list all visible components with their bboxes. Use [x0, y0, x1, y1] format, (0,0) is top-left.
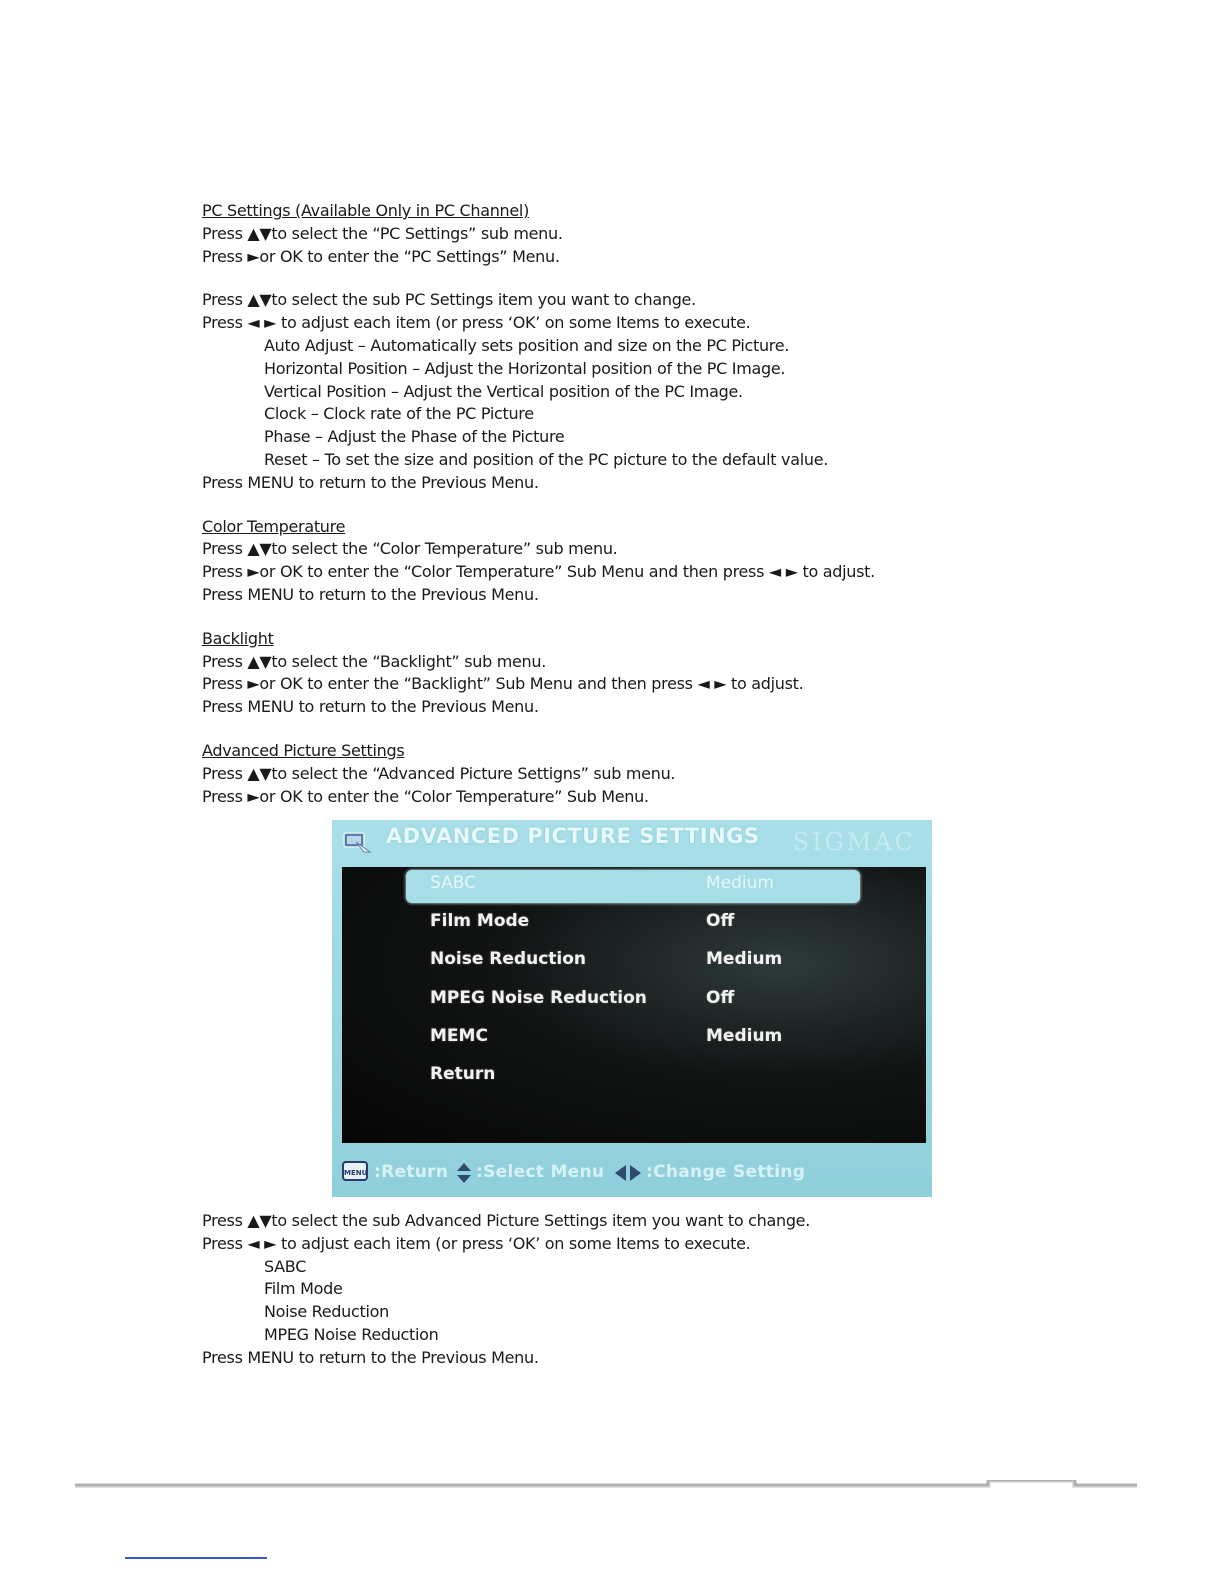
footer-rule	[75, 1480, 1137, 1490]
menu-item-value: Medium	[706, 873, 774, 893]
list-item: Vertical Position – Adjust the Vertical position of the PC Image.	[264, 381, 743, 401]
up-down-arrows-icon	[456, 1162, 472, 1184]
menu-item-label: Film Mode	[430, 911, 530, 931]
footer-link-underline	[125, 1557, 267, 1559]
list-item: Reset – To set the size and position of the PC picture to the default value.	[264, 449, 829, 469]
menu-item-label: MEMC	[430, 1026, 488, 1046]
menu-item-label: Noise Reduction	[430, 949, 587, 969]
text-line: Press ►or OK to enter the “Color Temperature” Sub Menu.	[202, 786, 649, 806]
tv-menu-panel	[342, 867, 926, 1143]
menu-item-memc[interactable]	[430, 1022, 910, 1052]
heading-pc-settings: PC Settings (Available Only in PC Channel)	[202, 201, 530, 220]
list-item: Horizontal Position – Adjust the Horizontal position of the PC Image.	[264, 358, 786, 378]
picture-settings-icon	[342, 830, 372, 854]
text-line: Press ▲▼to select the “Backlight” sub menu.	[202, 651, 547, 671]
menu-item-value: Medium	[706, 949, 783, 969]
menu-item-label: Return	[430, 1064, 496, 1084]
tv-menu-photo	[332, 820, 932, 1197]
heading-advanced-picture-settings: Advanced Picture Settings	[202, 740, 405, 760]
text-line: Press MENU to return to the Previous Menu.	[202, 584, 539, 604]
text-line: Press ►or OK to enter the “PC Settings” Menu.	[202, 246, 560, 266]
list-item: SABC	[264, 1256, 307, 1276]
tv-menu-footer	[342, 1158, 922, 1188]
menu-item-film-mode[interactable]	[430, 907, 910, 937]
tv-menu-title: ADVANCED PICTURE SETTINGS	[386, 824, 760, 848]
menu-item-noise-reduction[interactable]	[430, 945, 910, 975]
footer-return-hint: :Return	[374, 1162, 449, 1182]
text-line: Press ◄ ► to adjust each item (or press ‘OK’ on some Items to execute.	[202, 1233, 751, 1253]
text-line: Press ▲▼to select the “Color Temperature” sub menu.	[202, 539, 618, 559]
list-item: Film Mode	[264, 1279, 343, 1299]
menu-item-value: Medium	[706, 1026, 783, 1046]
text-line: Press ►or OK to enter the “Color Temperature” Sub Menu and then press ◄ ► to adjust.	[202, 562, 875, 582]
menu-item-label: MPEG Noise Reduction	[430, 988, 647, 1008]
heading-color-temperature: Color Temperature	[202, 516, 346, 536]
menu-item-value: Off	[706, 911, 735, 931]
list-item: Phase – Adjust the Phase of the Picture	[264, 427, 565, 447]
text-line: Press ▲▼to select the “Advanced Picture Settigns” sub menu.	[202, 763, 676, 783]
brand-logo: SIGMAC	[792, 828, 916, 856]
menu-item-mpeg-noise-reduction[interactable]	[430, 984, 910, 1014]
text-line: Press ►or OK to enter the “Backlight” Sub Menu and then press ◄ ► to adjust.	[202, 674, 804, 694]
menu-item-return[interactable]	[430, 1060, 910, 1090]
tv-menu-header	[332, 820, 932, 866]
document-body	[202, 200, 1102, 808]
footer-change-hint: :Change Setting	[646, 1162, 806, 1182]
menu-item-value: Off	[706, 988, 735, 1008]
list-item: Noise Reduction	[264, 1302, 389, 1322]
list-item: Clock – Clock rate of the PC Picture	[264, 404, 534, 424]
list-item: Auto Adjust – Automatically sets position and size on the PC Picture.	[264, 335, 790, 355]
list-item: MPEG Noise Reduction	[264, 1324, 439, 1344]
text-line: Press MENU to return to the Previous Menu.	[202, 1347, 539, 1367]
heading-backlight: Backlight	[202, 628, 274, 648]
document-body-continued	[202, 1210, 1102, 1370]
menu-item-sabc[interactable]	[430, 869, 910, 899]
text-line: Press ▲▼to select the “PC Settings” sub menu.	[202, 223, 563, 243]
left-right-arrows-icon	[614, 1164, 642, 1182]
menu-key-icon: MENU	[342, 1161, 368, 1181]
menu-item-label: SABC	[430, 873, 476, 893]
text-line: Press ▲▼to select the sub Advanced Picture Settings item you want to change.	[202, 1211, 811, 1230]
text-line: Press ◄ ► to adjust each item (or press ‘OK’ on some Items to execute.	[202, 313, 751, 333]
footer-select-hint: :Select Menu	[476, 1162, 605, 1182]
text-line: Press MENU to return to the Previous Menu.	[202, 472, 539, 492]
text-line: Press ▲▼to select the sub PC Settings item you want to change.	[202, 290, 696, 310]
text-line: Press MENU to return to the Previous Menu.	[202, 697, 539, 717]
